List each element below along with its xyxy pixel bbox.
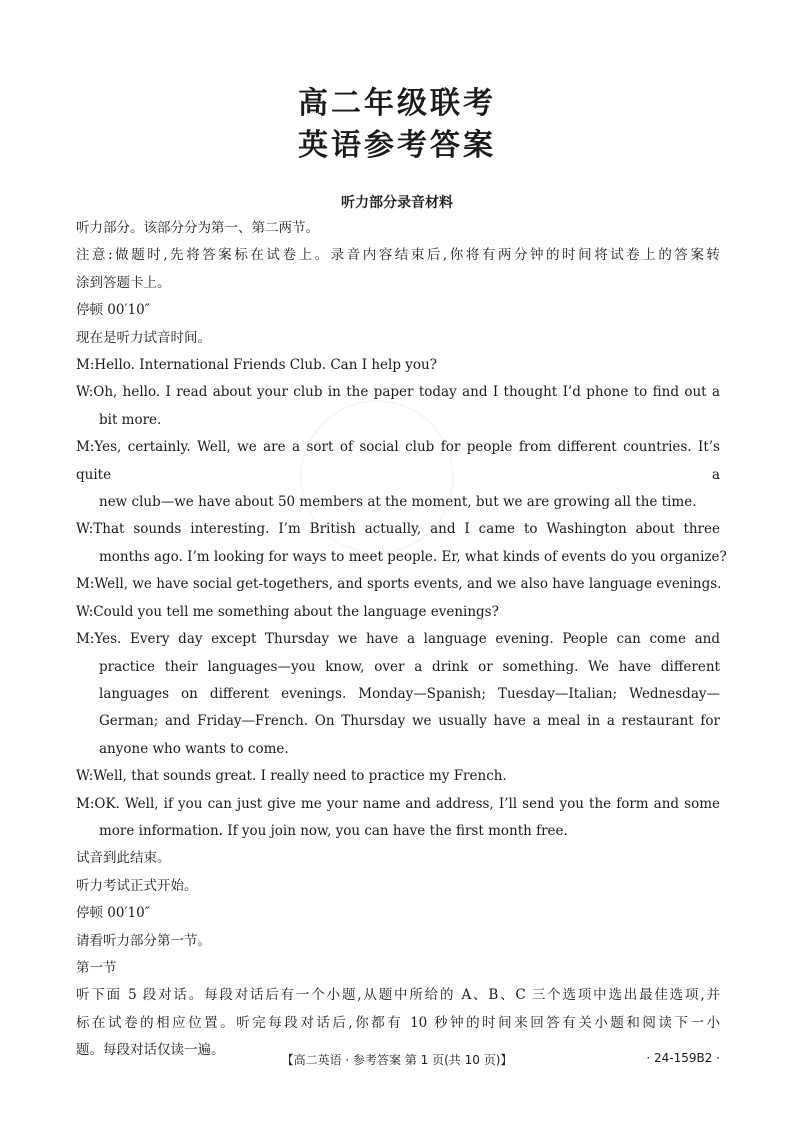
dialogue-line: M:Well, we have social get-togethers, and sports events, and we also have language evenings. [76, 576, 722, 593]
text-line: 停顿 00′10″ [76, 905, 150, 922]
dialogue-line: W:Well, that sounds great. I really need to practice my French. [76, 768, 507, 785]
transcript-body [76, 215, 727, 1065]
dialogue-line: W:Oh, hello. I read about your club in the paper today and I thought I’d phone to find out a [76, 384, 720, 401]
dialogue-line: M:OK. Well, if you can just give me your name and address, I’ll send you the form and some [76, 795, 720, 812]
footer-page-info: 【高二英语 · 参考答案 第 1 页(共 10 页)】 [281, 1053, 513, 1067]
dialogue-line: more information. If you join now, you can have the first month free. [99, 822, 568, 839]
dialogue-line: M:Yes, certainly. Well, we are a sort of social club for people from different countries. It’s quite a [76, 439, 720, 483]
dialogue-line: W:That sounds interesting. I’m British actually, and I came to Washington about three [76, 521, 720, 538]
dialogue-line: bit more. [99, 411, 162, 428]
dialogue-line: German; and Friday—French. On Thursday we usually have a meal in a restaurant for [99, 713, 720, 730]
dialogue-line: practice their languages—you know, over a drink or something. We have different [99, 658, 720, 675]
text-line: 标在试卷的相应位置。听完每段对话后,你都有 10 秒钟的时间来回答有关小题和阅读下一小 [76, 1014, 720, 1031]
page-subtitle-answers: 英语参考答案 [298, 128, 496, 163]
dialogue-line: new club—we have about 50 members at the moment, but we are growing all the time. [99, 494, 697, 511]
dialogue-line: W:Could you tell me something about the language evenings? [76, 603, 499, 620]
footer-code: · 24-159B2 · [646, 1051, 720, 1065]
page-title: 高二年级联考 [298, 86, 496, 121]
text-line: 请看听力部分第一节。 [76, 932, 211, 949]
text-line: 听力部分。该部分分为第一、第二两节。 [76, 220, 319, 236]
text-line: 停顿 00′10″ [76, 302, 150, 319]
dialogue-line: anyone who wants to come. [99, 740, 289, 757]
text-line: 注意:做题时,先将答案标在试卷上。录音内容结束后,你将有两分钟的时间将试卷上的答案转 [76, 247, 720, 264]
text-line: 听下面 5 段对话。每段对话后有一个小题,从题中所给的 A、B、C 三个选项中选出最佳选项,并 [76, 987, 720, 1004]
text-line: 现在是听力试音时间。 [76, 329, 211, 346]
text-line: 听力考试正式开始。 [76, 877, 198, 894]
section-heading: 听力部分录音材料 [341, 195, 453, 211]
dialogue-line: languages on different evenings. Monday—Spanish; Tuesday—Italian; Wednesday— [99, 685, 720, 702]
text-line: 题。每段对话仅读一遍。 [76, 1042, 225, 1059]
dialogue-line: M:Yes. Every day except Thursday we have a language evening. People can come and [76, 631, 720, 648]
dialogue-line: months ago. I’m looking for ways to meet people. Er, what kinds of events do you organize? [99, 548, 727, 565]
page-footer [0, 1051, 794, 1073]
text-line: 第一节 [76, 959, 117, 976]
dialogue-line: M:Hello. International Friends Club. Can I help you? [76, 357, 437, 374]
text-line: 涂到答题卡上。 [76, 274, 171, 291]
text-line: 试音到此结束。 [76, 850, 171, 867]
